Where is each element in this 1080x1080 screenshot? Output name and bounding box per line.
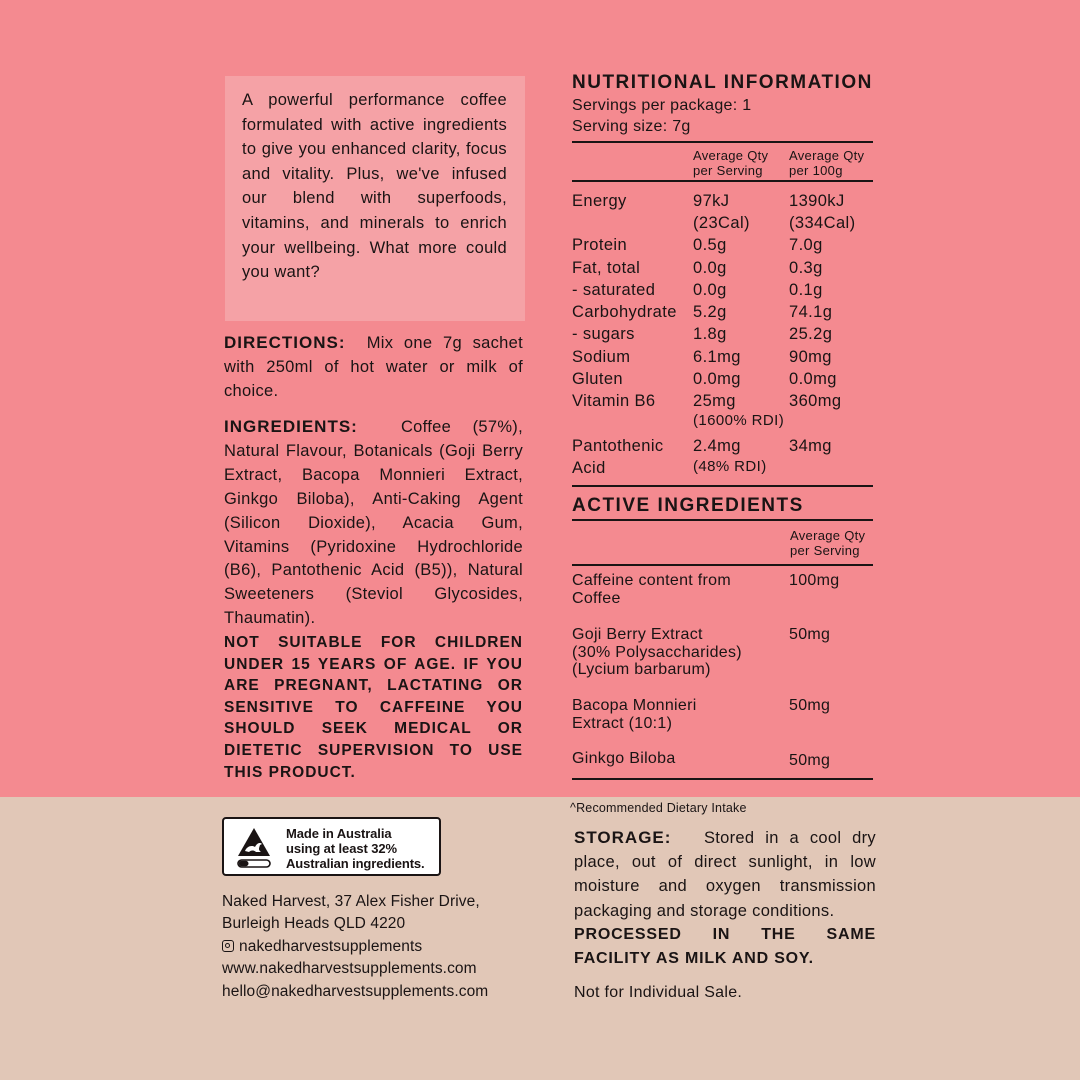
- address-line-1: Naked Harvest, 37 Alex Fisher Drive,: [222, 893, 480, 910]
- divider: [572, 485, 873, 487]
- intro-text: A powerful performance coffee formulated with active ingredients to give you enhanced clarity, focus and vitality. Plus, we've infused our blend with superfoods, vitamins, and minerals to enrich your wellbeing. What more could you want?: [242, 91, 507, 282]
- divider: [572, 778, 873, 780]
- nutrition-title: NUTRITIONAL INFORMATION: [572, 72, 873, 93]
- address-line-2: Burleigh Heads QLD 4220: [222, 915, 406, 932]
- facility-warning: PROCESSED IN THE SAME FACILITY AS MILK AND SOY.: [574, 926, 876, 967]
- age-warning: NOT SUITABLE FOR CHILDREN UNDER 15 YEARS OF AGE. IF YOU ARE PREGNANT, LACTATING OR SENSITIVE TO CAFFEINE YOU SHOULD SEEK MEDICAL OR DIETETIC SUPERVISION TO USE THIS PRODUCT.: [224, 634, 523, 781]
- ingredients-text: Coffee (57%), Natural Flavour, Botanicals (Goji Berry Extract, Bacopa Monnieri Extract, Ginkgo Biloba), Anti-Caking Agent (Silicon Dioxide), Acacia Gum, Vitamins (Pyridoxine Hydrochloride (B6), Pantothenic Acid (B5)), Natural Sweeteners (Steviol Glycosides, Thaumatin).: [224, 418, 523, 628]
- directions-text: Mix one 7g sachet with 250ml of hot water or milk of choice.: [224, 334, 523, 400]
- storage-heading: STORAGE:: [574, 828, 672, 847]
- directions-section: [224, 331, 523, 403]
- divider: [572, 141, 873, 143]
- email-link[interactable]: hello@nakedharvestsupplements.com: [222, 983, 489, 1000]
- servings-per-package: Servings per package: 1: [572, 97, 752, 114]
- divider: [572, 180, 873, 182]
- divider: [572, 519, 873, 521]
- kangaroo-triangle-icon: [236, 826, 272, 870]
- made-in-australia-badge: [222, 817, 441, 876]
- ingredients-section: [224, 415, 523, 631]
- active-column-header: Average Qty per Serving: [790, 528, 866, 558]
- column-header-per-100g: Average Qty per 100g: [789, 148, 865, 178]
- storage-section: [574, 826, 876, 923]
- divider: [572, 564, 873, 566]
- not-for-sale-note: Not for Individual Sale.: [574, 984, 743, 1001]
- website-link[interactable]: www.nakedharvestsupplements.com: [222, 960, 477, 977]
- badge-text: Made in Australia using at least 32% Australian ingredients.: [286, 826, 425, 871]
- bottom-panel: [0, 797, 1080, 1080]
- active-ingredients-title: ACTIVE INGREDIENTS: [572, 495, 804, 516]
- instagram-icon: [222, 940, 234, 952]
- serving-size: Serving size: 7g: [572, 118, 691, 135]
- directions-heading: DIRECTIONS:: [224, 333, 346, 352]
- storage-text: Stored in a cool dry place, out of direct sunlight, in low moisture and oxygen transmission packaging and storage conditions.: [574, 829, 876, 920]
- rdi-footnote: ^Recommended Dietary Intake: [570, 801, 747, 815]
- ingredients-heading: INGREDIENTS:: [224, 417, 358, 436]
- column-header-per-serving: Average Qty per Serving: [693, 148, 769, 178]
- instagram-handle[interactable]: nakedharvestsupplements: [222, 938, 422, 956]
- intro-box: [225, 76, 525, 321]
